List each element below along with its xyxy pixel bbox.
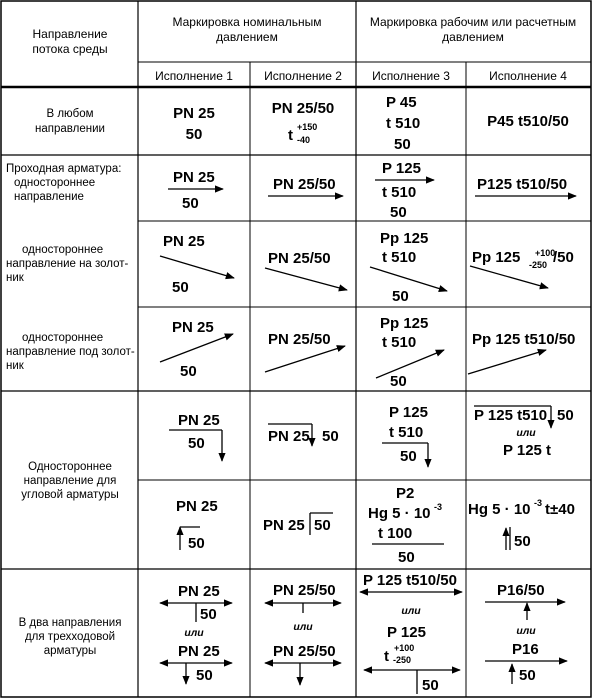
r4c3-50: 50 [390,373,407,390]
header-nominal-line2: давлением [216,30,278,44]
r3c1-arrow [160,256,234,278]
r5c2-50: 50 [322,428,339,445]
header-working-line1: Маркировка рабочим или расчетным [369,15,577,29]
r7c1-50-a: 50 [200,606,217,623]
r4c4-arrow [468,350,546,374]
r5c4-p125t: P 125 t [502,442,552,459]
header-working-line2: давлением [442,30,504,44]
r7c2-ili: или [293,621,313,633]
r7c3-ili: или [401,605,421,617]
r5c4-mark: P 125 t510 [474,407,548,424]
r7c2-pn-b: PN 25/50 [273,643,336,660]
row-oneway-line3: направление [14,191,84,203]
r6c3-hg: Hg 5 · 10 [368,505,431,522]
r4c2-arrow [265,346,345,372]
r3c3-pp125: Pp 125 [380,230,429,247]
r2c3-50: 50 [390,204,407,221]
r2c1-50: 50 [182,195,199,212]
r1c4-mark: P45 t510/50 [487,113,569,130]
row-angle-line2: направление для [23,475,117,487]
header-col0-line2: потока среды [32,42,108,56]
r3c3-t510: t 510 [382,249,417,266]
row-twoway-line3: арматуры [43,645,97,657]
r7c3-mark: P 125 t510/50 [363,572,457,589]
r4c3-pp125: Pp 125 [380,315,429,332]
row-under-line3: ник [6,360,24,372]
r7c1-pn-b: PN 25 [178,643,220,660]
r6c2-50: 50 [314,517,331,534]
r5c1-50: 50 [188,435,205,452]
r7c1-ili: или [184,627,204,639]
row-angle-marks-b [176,485,575,566]
row-under-marks [160,315,575,390]
row-angle-marks-a [169,404,574,467]
r3c3-50: 50 [392,288,409,305]
r1c2-plus150: +150 [297,122,318,132]
r6c4-minus3: -3 [534,498,543,508]
row-onto-marks [160,230,574,305]
r6c4-50: 50 [514,533,531,550]
r4c3-arrow [376,350,444,378]
r6c4-t40: t±40 [545,501,575,518]
header-nominal-line1: Маркировка номинальным [172,15,322,29]
header-variant-2: Исполнение 2 [264,69,342,83]
r7c3-plus100: +100 [394,643,415,653]
r5c4-ili: или [516,427,536,439]
r4c3-t510: t 510 [382,334,417,351]
r1c3-p45: P 45 [386,94,417,111]
r7c3-minus250: -250 [393,655,412,665]
r1c3-t510: t 510 [386,115,421,132]
r3c4-pp: Pp 125 [472,249,521,266]
header-variant-4: Исполнение 4 [489,69,567,83]
r7c4-p16: P16 [512,641,539,658]
r1c2-pn: PN 25/50 [271,100,335,117]
row-onto-line2: направление на золот- [6,258,129,270]
row-under-line1: одностороннее [22,332,104,344]
r6c4-hg: Hg 5 · 10 [468,501,531,518]
r6c1-pn: PN 25 [176,498,218,515]
row-oneway-marks [168,160,576,221]
r2c3-t510: t 510 [382,184,417,201]
row-twoway-line1: В два направления [18,617,122,629]
row-any-marks [173,94,569,153]
r5c1-pn: PN 25 [178,412,220,429]
r6c1-50: 50 [188,535,205,552]
row-onto-line1: одностороннее [22,244,104,256]
r3c2-arrow [265,268,347,290]
r7c3-p125: P 125 [387,624,426,641]
r2c2-pn: PN 25/50 [273,176,336,193]
r5c2-pn: PN 25 [268,428,310,445]
r7c4-ili: или [516,625,536,637]
r1c2-t: t [288,127,293,144]
row-any-line1: В любом [46,108,94,120]
r3c4-plus100: +100 [535,248,556,258]
r2c1-pn: PN 25 [173,169,215,186]
r4c2-pn: PN 25/50 [268,331,331,348]
r6c3-50: 50 [398,549,415,566]
r7c1-pn-a: PN 25 [178,583,220,600]
row-angle-line3: угловой арматуры [21,489,119,501]
r3c2-pn: PN 25/50 [268,250,331,267]
r7c3-50: 50 [422,677,439,694]
row-twoway-marks [160,572,567,694]
r5c3-t510: t 510 [389,424,424,441]
r4c1-50: 50 [180,363,197,380]
row-under-line2: направление под золот- [6,346,135,358]
r1c1-50: 50 [185,126,203,143]
header-variant-3: Исполнение 3 [372,69,450,83]
r7c4-50: 50 [519,667,536,684]
r5c4-50: 50 [557,407,574,424]
r6c3-minus3: -3 [434,502,443,512]
header-col0-line1: Направление [32,27,108,41]
r1c3-50: 50 [394,136,411,153]
r1c2-minus40: -40 [297,135,311,145]
r4c1-arrow [160,334,233,362]
r7c3-t: t [384,648,389,665]
r6c2-pn: PN 25 [263,517,305,534]
header [32,15,576,83]
r3c1-50: 50 [172,279,189,296]
r6c3-p2: P2 [396,485,415,502]
row-oneway-line1: Проходная арматура: [6,163,122,175]
r7c2-pn-a: PN 25/50 [273,582,336,599]
r7c4-p16-50: P16/50 [497,582,545,599]
r2c4-mark: P125 t510/50 [477,176,568,193]
r5c3-p125: P 125 [389,404,428,421]
header-variant-1: Исполнение 1 [155,69,233,83]
r3c4-minus250: -250 [529,260,548,270]
r1c1-pn: PN 25 [173,105,215,122]
row-oneway-line2: одностороннее [14,177,96,189]
row-angle-line1: Одностороннее [28,461,112,473]
row-any-line2: направлении [35,123,105,135]
r4c4-mark: Pp 125 t510/50 [472,331,576,348]
r2c3-p125: P 125 [382,160,421,177]
r3c1-pn: PN 25 [163,233,205,250]
r7c1-50-b: 50 [196,667,213,684]
row-labels [35,108,105,135]
r4c1-pn: PN 25 [172,319,214,336]
r3c4-slash50: /50 [553,249,574,266]
row-twoway-line2: для трехходовой [24,631,116,643]
r6c3-t100: t 100 [378,525,413,542]
row-onto-line3: ник [6,272,24,284]
r5c3-50: 50 [400,448,417,465]
